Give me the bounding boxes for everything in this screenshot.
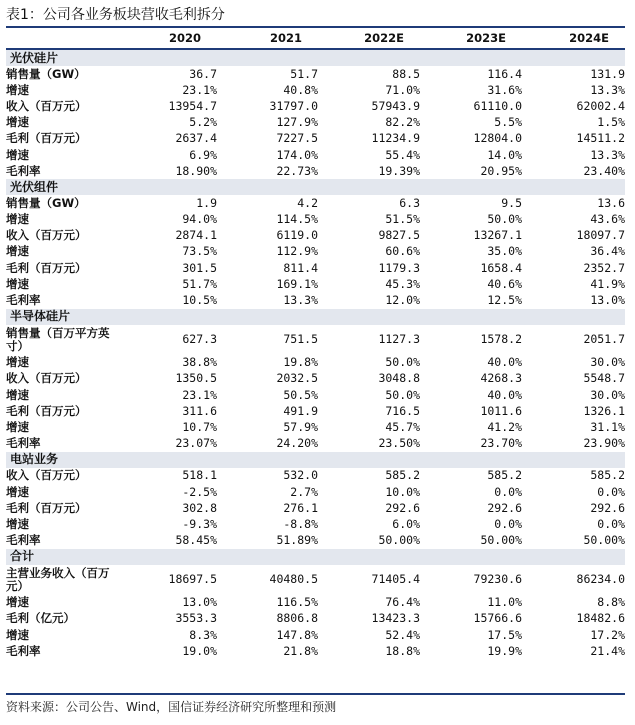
value-cell: 43.6% (590, 212, 625, 227)
section-title: 合计 (6, 549, 625, 565)
value-cell: 2.7% (290, 484, 318, 499)
table-row (6, 115, 625, 131)
value-cell: 23.40% (583, 163, 625, 178)
value-cell: 86234.0 (576, 572, 625, 587)
value-cell: 35.0% (487, 244, 522, 259)
value-cell: 5.2% (189, 115, 217, 130)
table-row (6, 98, 625, 114)
row-label: 增速 (6, 244, 29, 259)
header-row (6, 27, 625, 49)
value-cell: 24.20% (276, 436, 318, 451)
value-cell: 79230.6 (473, 572, 522, 587)
value-cell: 30.0% (590, 387, 625, 402)
value-cell: 41.9% (590, 276, 625, 291)
section-title: 电站业务 (6, 452, 625, 468)
value-cell: 6119.0 (276, 228, 318, 243)
table-row (6, 260, 625, 276)
row-label: 增速 (6, 627, 29, 642)
table-row (6, 355, 625, 371)
value-cell: 60.6% (385, 244, 420, 259)
header-cell (6, 27, 116, 49)
value-cell: 31.1% (590, 419, 625, 434)
value-cell: 50.00% (480, 533, 522, 548)
row-label: 增速 (6, 387, 29, 402)
header-cell: 2023E (420, 27, 522, 49)
row-label: 毛利（百万元） (6, 260, 87, 275)
value-cell: 36.7 (189, 66, 217, 81)
header-cell: 2021 (217, 27, 318, 49)
value-cell: 13.6 (597, 195, 625, 210)
value-cell: 1350.5 (175, 371, 217, 386)
value-cell: 19.0% (182, 643, 217, 658)
value-cell: 52.4% (385, 627, 420, 642)
value-cell: -9.3% (182, 516, 217, 531)
value-cell: 9.5 (501, 195, 522, 210)
row-label: 毛利率 (6, 163, 41, 178)
value-cell: 50.00% (378, 533, 420, 548)
value-cell: 71.0% (385, 82, 420, 97)
value-cell: 4268.3 (480, 371, 522, 386)
value-cell: 751.5 (283, 332, 318, 347)
value-cell: 36.4% (590, 244, 625, 259)
value-cell: 38.8% (182, 355, 217, 370)
value-cell: 6.3 (399, 195, 420, 210)
value-cell: 14511.2 (576, 131, 625, 146)
value-cell: 18.8% (385, 643, 420, 658)
value-cell: 585.2 (590, 468, 625, 483)
value-cell: 3048.8 (378, 371, 420, 386)
header-cell: 2024E (522, 27, 625, 49)
value-cell: 311.6 (182, 403, 217, 418)
value-cell: 73.5% (182, 244, 217, 259)
value-cell: 94.0% (182, 212, 217, 227)
value-cell: 114.5% (276, 212, 318, 227)
section-header-row (6, 549, 625, 565)
value-cell: 82.2% (385, 115, 420, 130)
table-row (6, 533, 625, 549)
value-cell: 13423.3 (371, 611, 420, 626)
row-label: 增速 (6, 419, 29, 434)
row-label: 销售量（百万平方英寸） (6, 325, 110, 353)
value-cell: 147.8% (276, 627, 318, 642)
value-cell: 12.0% (385, 293, 420, 308)
table-row (6, 228, 625, 244)
table-row (6, 82, 625, 98)
value-cell: 21.4% (590, 643, 625, 658)
section-header-row (6, 49, 625, 66)
value-cell: 18482.6 (576, 611, 625, 626)
table-row (6, 131, 625, 147)
value-cell: 276.1 (283, 500, 318, 515)
value-cell: 14.0% (487, 147, 522, 162)
row-label: 销售量（GW） (6, 66, 86, 81)
value-cell: 15766.6 (473, 611, 522, 626)
value-cell: 6.0% (392, 516, 420, 531)
row-label: 收入（百万元） (6, 98, 87, 113)
value-cell: 127.9% (276, 115, 318, 130)
value-cell: 302.8 (182, 500, 217, 515)
value-cell: 1011.6 (480, 403, 522, 418)
table-row (6, 468, 625, 484)
value-cell: -8.8% (283, 516, 318, 531)
value-cell: 22.73% (276, 163, 318, 178)
value-cell: 23.70% (480, 436, 522, 451)
value-cell: 1658.4 (480, 260, 522, 275)
financial-table (6, 26, 625, 659)
section-title: 光伏组件 (6, 179, 625, 195)
row-label: 毛利率 (6, 436, 41, 451)
section-title: 半导体硅片 (6, 309, 625, 325)
table-row (6, 436, 625, 452)
table-row (6, 500, 625, 516)
value-cell: 11234.9 (371, 131, 420, 146)
value-cell: 518.1 (182, 468, 217, 483)
value-cell: 50.5% (283, 387, 318, 402)
row-label: 销售量（GW） (6, 195, 86, 210)
section-header-row (6, 452, 625, 468)
value-cell: 45.7% (385, 419, 420, 434)
value-cell: 12804.0 (473, 131, 522, 146)
table-row (6, 147, 625, 163)
bottom-rule (6, 693, 625, 695)
table-row (6, 516, 625, 532)
table-row (6, 325, 625, 355)
table-row (6, 484, 625, 500)
value-cell: 50.00% (583, 533, 625, 548)
value-cell: 116.5% (276, 595, 318, 610)
source-note: 资料来源：公司公告、Wind，国信证券经济研究所整理和预测 (6, 700, 337, 714)
value-cell: 13954.7 (168, 98, 217, 113)
table-row (6, 419, 625, 435)
table-row (6, 195, 625, 211)
value-cell: 30.0% (590, 355, 625, 370)
value-cell: 10.7% (182, 419, 217, 434)
value-cell: 23.1% (182, 82, 217, 97)
value-cell: 19.9% (487, 643, 522, 658)
value-cell: 50.0% (385, 387, 420, 402)
header-cell: 2022E (318, 27, 420, 49)
row-label: 增速 (6, 484, 29, 499)
value-cell: 51.89% (276, 533, 318, 548)
value-cell: 1326.1 (583, 403, 625, 418)
row-label: 增速 (6, 516, 29, 531)
value-cell: 2352.7 (583, 260, 625, 275)
value-cell: 1.9 (196, 195, 217, 210)
value-cell: 292.6 (590, 500, 625, 515)
value-cell: 8.3% (189, 627, 217, 642)
value-cell: 11.0% (487, 595, 522, 610)
value-cell: 50.0% (487, 212, 522, 227)
value-cell: 2032.5 (276, 371, 318, 386)
value-cell: 585.2 (487, 468, 522, 483)
value-cell: 627.3 (182, 332, 217, 347)
value-cell: 116.4 (487, 66, 522, 81)
value-cell: 21.8% (283, 643, 318, 658)
value-cell: 62002.4 (576, 98, 625, 113)
value-cell: 31.6% (487, 82, 522, 97)
value-cell: 811.4 (283, 260, 318, 275)
value-cell: 174.0% (276, 147, 318, 162)
value-cell: 5.5% (494, 115, 522, 130)
value-cell: 0.0% (494, 484, 522, 499)
value-cell: 13.3% (590, 147, 625, 162)
value-cell: 13.3% (590, 82, 625, 97)
row-label: 增速 (6, 115, 29, 130)
value-cell: 1127.3 (378, 332, 420, 347)
table-row (6, 66, 625, 82)
table-title: 表1：公司各业务板块营收毛利拆分 (6, 7, 225, 23)
value-cell: 41.2% (487, 419, 522, 434)
value-cell: 23.07% (175, 436, 217, 451)
row-label: 收入（百万元） (6, 228, 87, 243)
value-cell: 491.9 (283, 403, 318, 418)
row-label: 毛利率 (6, 533, 41, 548)
value-cell: 2637.4 (175, 131, 217, 146)
table-row (6, 643, 625, 659)
row-label: 增速 (6, 82, 29, 97)
row-label: 毛利率 (6, 643, 41, 658)
value-cell: 40480.5 (269, 572, 318, 587)
value-cell: 169.1% (276, 276, 318, 291)
value-cell: 2051.7 (583, 332, 625, 347)
row-label: 毛利（百万元） (6, 131, 87, 146)
row-label: 主营业务收入（百万元） (6, 565, 110, 593)
value-cell: 18697.5 (168, 572, 217, 587)
value-cell: 57943.9 (371, 98, 420, 113)
value-cell: 292.6 (487, 500, 522, 515)
value-cell: 716.5 (385, 403, 420, 418)
value-cell: 58.45% (175, 533, 217, 548)
value-cell: 18097.7 (576, 228, 625, 243)
row-label: 收入（百万元） (6, 468, 87, 483)
row-label: 增速 (6, 595, 29, 610)
table-row (6, 371, 625, 387)
value-cell: 50.0% (385, 355, 420, 370)
row-label: 增速 (6, 276, 29, 291)
value-cell: 40.6% (487, 276, 522, 291)
value-cell: 51.7% (182, 276, 217, 291)
row-label: 毛利（百万元） (6, 403, 87, 418)
value-cell: 0.0% (597, 484, 625, 499)
row-label: 毛利（亿元） (6, 611, 75, 626)
value-cell: 8806.8 (276, 611, 318, 626)
table-body (6, 49, 625, 659)
value-cell: 131.9 (590, 66, 625, 81)
value-cell: 10.5% (182, 293, 217, 308)
value-cell: 23.1% (182, 387, 217, 402)
value-cell: 51.5% (385, 212, 420, 227)
value-cell: 8.8% (597, 595, 625, 610)
table-row (6, 292, 625, 308)
value-cell: 1578.2 (480, 332, 522, 347)
value-cell: -2.5% (182, 484, 217, 499)
value-cell: 17.2% (590, 627, 625, 642)
value-cell: 3553.3 (175, 611, 217, 626)
value-cell: 4.2 (297, 195, 318, 210)
value-cell: 31797.0 (269, 98, 318, 113)
table-row (6, 244, 625, 260)
row-label: 增速 (6, 147, 29, 162)
value-cell: 7227.5 (276, 131, 318, 146)
table-row (6, 276, 625, 292)
value-cell: 13.0% (182, 595, 217, 610)
table-row (6, 212, 625, 228)
value-cell: 45.3% (385, 276, 420, 291)
value-cell: 88.5 (392, 66, 420, 81)
row-label: 收入（百万元） (6, 371, 87, 386)
value-cell: 292.6 (385, 500, 420, 515)
value-cell: 76.4% (385, 595, 420, 610)
value-cell: 17.5% (487, 627, 522, 642)
header-cell: 2020 (116, 27, 217, 49)
value-cell: 61110.0 (473, 98, 522, 113)
value-cell: 301.5 (182, 260, 217, 275)
table-row (6, 595, 625, 611)
value-cell: 51.7 (290, 66, 318, 81)
table-row (6, 403, 625, 419)
table-row (6, 565, 625, 595)
value-cell: 57.9% (283, 419, 318, 434)
table-row (6, 611, 625, 627)
value-cell: 10.0% (385, 484, 420, 499)
value-cell: 13.3% (283, 293, 318, 308)
value-cell: 18.90% (175, 163, 217, 178)
value-cell: 40.8% (283, 82, 318, 97)
table-row (6, 387, 625, 403)
value-cell: 20.95% (480, 163, 522, 178)
value-cell: 2874.1 (175, 228, 217, 243)
value-cell: 112.9% (276, 244, 318, 259)
value-cell: 19.39% (378, 163, 420, 178)
value-cell: 12.5% (487, 293, 522, 308)
table-row (6, 163, 625, 179)
value-cell: 1.5% (597, 115, 625, 130)
row-label: 毛利率 (6, 293, 41, 308)
value-cell: 23.50% (378, 436, 420, 451)
value-cell: 532.0 (283, 468, 318, 483)
value-cell: 0.0% (494, 516, 522, 531)
value-cell: 9827.5 (378, 228, 420, 243)
value-cell: 19.8% (283, 355, 318, 370)
value-cell: 1179.3 (378, 260, 420, 275)
value-cell: 585.2 (385, 468, 420, 483)
value-cell: 0.0% (597, 516, 625, 531)
section-title: 光伏硅片 (6, 49, 625, 66)
table-row (6, 627, 625, 643)
value-cell: 40.0% (487, 355, 522, 370)
value-cell: 5548.7 (583, 371, 625, 386)
value-cell: 40.0% (487, 387, 522, 402)
value-cell: 13267.1 (473, 228, 522, 243)
value-cell: 71405.4 (371, 572, 420, 587)
row-label: 增速 (6, 212, 29, 227)
section-header-row (6, 179, 625, 195)
section-header-row (6, 309, 625, 325)
value-cell: 13.0% (590, 293, 625, 308)
row-label: 毛利（百万元） (6, 500, 87, 515)
value-cell: 23.90% (583, 436, 625, 451)
value-cell: 55.4% (385, 147, 420, 162)
value-cell: 6.9% (189, 147, 217, 162)
row-label: 增速 (6, 355, 29, 370)
